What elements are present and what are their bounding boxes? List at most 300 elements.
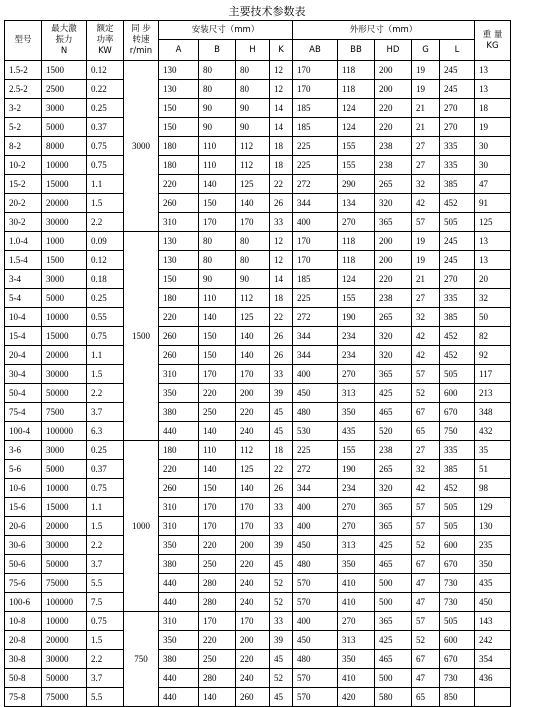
sync-speed-cell: 3000 [124, 61, 159, 232]
table-cell: 220 [236, 650, 270, 669]
table-cell: 45 [270, 688, 293, 707]
table-cell: 180 [159, 441, 199, 460]
table-cell: 20-8 [5, 631, 42, 650]
table-cell: 5-2 [5, 118, 42, 137]
table-cell: 12 [270, 61, 293, 80]
table-cell: 21 [412, 270, 440, 289]
table-cell: 140 [236, 327, 270, 346]
header-speed-line-2: 转速 [132, 35, 150, 45]
table-cell: 110 [199, 441, 236, 460]
table-cell: 27 [412, 156, 440, 175]
table-cell: 80 [236, 61, 270, 80]
table-cell: 505 [440, 213, 475, 232]
table-cell: 452 [440, 479, 475, 498]
table-cell: 1.1 [87, 498, 124, 517]
sync-speed-cell: 750 [124, 612, 159, 707]
table-cell: 0.55 [87, 308, 124, 327]
table-cell: 65 [412, 422, 440, 441]
table-cell: 90 [199, 118, 236, 137]
table-cell: 185 [293, 270, 338, 289]
header-speed-line-1: 同 步 [131, 24, 151, 34]
table-cell: 26 [270, 194, 293, 213]
table-cell: 220 [236, 555, 270, 574]
table-cell: 6.3 [87, 422, 124, 441]
table-cell: 33 [270, 612, 293, 631]
table-cell: 100000 [42, 593, 87, 612]
table-cell: 400 [293, 612, 338, 631]
table-cell: 57 [412, 213, 440, 232]
table-cell: 0.75 [87, 137, 124, 156]
table-cell: 112 [236, 441, 270, 460]
table-cell: 350 [159, 384, 199, 403]
table-cell: 400 [293, 498, 338, 517]
table-cell: 118 [338, 61, 375, 80]
table-cell: 30000 [42, 213, 87, 232]
table-cell: 265 [375, 175, 412, 194]
table-cell: 170 [199, 517, 236, 536]
header-col-hd: HD [375, 40, 412, 61]
table-cell: 380 [159, 650, 199, 669]
table-cell: 140 [199, 688, 236, 707]
table-cell: 270 [338, 365, 375, 384]
table-cell: 260 [236, 688, 270, 707]
table-cell: 45 [270, 422, 293, 441]
table-body [5, 21, 511, 707]
table-row [5, 574, 511, 593]
header-col-h: H [236, 40, 270, 61]
table-cell: 52 [270, 574, 293, 593]
table-cell: 12 [270, 80, 293, 99]
table-cell: 240 [236, 574, 270, 593]
table-cell: 2.5-2 [5, 80, 42, 99]
table-cell: 0.75 [87, 156, 124, 175]
table-cell: 155 [338, 289, 375, 308]
table-cell: 112 [236, 289, 270, 308]
table-cell: 1.5-2 [5, 61, 42, 80]
table-row [5, 308, 511, 327]
table-cell: 335 [440, 137, 475, 156]
table-cell: 3-4 [5, 270, 42, 289]
table-row [5, 251, 511, 270]
table-row [5, 232, 511, 251]
table-cell: 39 [270, 536, 293, 555]
table-cell: 124 [338, 270, 375, 289]
header-model: 型号 [5, 21, 42, 61]
table-cell: 32 [475, 289, 511, 308]
table-cell: 1500 [42, 61, 87, 80]
table-cell: 365 [375, 498, 412, 517]
table-cell: 180 [159, 137, 199, 156]
table-cell: 15000 [42, 175, 87, 194]
table-cell: 52 [412, 536, 440, 555]
table-cell: 15-6 [5, 498, 42, 517]
table-cell: 1000 [42, 232, 87, 251]
table-cell: 80 [199, 251, 236, 270]
table-cell: 50-8 [5, 669, 42, 688]
table-cell: 20000 [42, 346, 87, 365]
table-cell: 18 [270, 441, 293, 460]
table-cell: 425 [375, 631, 412, 650]
header-force-line-2: 振力 [55, 35, 73, 45]
table-cell: 26 [270, 327, 293, 346]
table-cell: 80 [236, 251, 270, 270]
table-cell: 200 [236, 384, 270, 403]
table-cell: 15-4 [5, 327, 42, 346]
table-cell: 180 [159, 156, 199, 175]
table-cell: 730 [440, 669, 475, 688]
table-cell: 10-8 [5, 612, 42, 631]
table-cell: 30-4 [5, 365, 42, 384]
table-cell: 432 [475, 422, 511, 441]
table-cell: 26 [270, 346, 293, 365]
table-row [5, 593, 511, 612]
spec-table [4, 20, 511, 707]
table-cell: 1.1 [87, 346, 124, 365]
table-cell: 570 [293, 688, 338, 707]
table-row [5, 156, 511, 175]
table-cell [475, 688, 511, 707]
table-cell: 436 [475, 669, 511, 688]
table-cell: 67 [412, 650, 440, 669]
table-cell: 310 [159, 517, 199, 536]
table-cell: 440 [159, 574, 199, 593]
header-power [87, 21, 124, 61]
table-cell: 234 [338, 479, 375, 498]
table-cell: 5000 [42, 460, 87, 479]
table-cell: 270 [338, 612, 375, 631]
table-cell: 350 [475, 555, 511, 574]
table-cell: 13 [475, 251, 511, 270]
table-cell: 380 [159, 403, 199, 422]
table-cell: 365 [375, 517, 412, 536]
table-cell: 1.0-4 [5, 232, 42, 251]
table-cell: 80 [199, 232, 236, 251]
table-title: 主要技术参数表 [228, 5, 306, 18]
table-cell: 3000 [42, 99, 87, 118]
table-cell: 118 [338, 232, 375, 251]
table-cell: 272 [293, 175, 338, 194]
table-cell: 450 [293, 384, 338, 403]
table-row [5, 175, 511, 194]
table-cell: 2500 [42, 80, 87, 99]
table-cell: 240 [236, 422, 270, 441]
table-cell: 320 [375, 346, 412, 365]
table-cell: 505 [440, 517, 475, 536]
table-cell: 0.09 [87, 232, 124, 251]
table-cell: 20-4 [5, 346, 42, 365]
table-cell: 170 [236, 612, 270, 631]
table-cell: 225 [293, 137, 338, 156]
table-cell: 310 [159, 365, 199, 384]
table-cell: 52 [270, 593, 293, 612]
table-cell: 440 [159, 593, 199, 612]
table-row [5, 555, 511, 574]
table-cell: 45 [270, 650, 293, 669]
table-cell: 365 [375, 213, 412, 232]
table-cell: 0.25 [87, 289, 124, 308]
table-cell: 125 [236, 460, 270, 479]
table-cell: 47 [412, 593, 440, 612]
table-cell: 32 [412, 175, 440, 194]
table-cell: 75-8 [5, 688, 42, 707]
table-cell: 20-6 [5, 517, 42, 536]
table-cell: 240 [236, 669, 270, 688]
table-cell: 313 [338, 631, 375, 650]
table-row [5, 194, 511, 213]
table-cell: 1.5 [87, 365, 124, 384]
table-cell: 170 [199, 213, 236, 232]
table-cell: 400 [293, 365, 338, 384]
table-cell: 8000 [42, 137, 87, 156]
table-cell: 18 [475, 99, 511, 118]
table-cell: 225 [293, 289, 338, 308]
table-cell: 270 [338, 213, 375, 232]
table-cell: 50 [475, 308, 511, 327]
table-cell: 140 [199, 460, 236, 479]
table-cell: 260 [159, 346, 199, 365]
table-cell: 600 [440, 631, 475, 650]
table-cell: 270 [440, 270, 475, 289]
table-cell: 3.7 [87, 669, 124, 688]
table-cell: 3000 [42, 270, 87, 289]
table-cell: 18 [270, 156, 293, 175]
table-cell: 50-4 [5, 384, 42, 403]
table-cell: 320 [375, 479, 412, 498]
table-cell: 45 [270, 403, 293, 422]
table-cell: 0.75 [87, 327, 124, 346]
table-cell: 130 [159, 80, 199, 99]
table-cell: 265 [375, 460, 412, 479]
table-cell: 5000 [42, 289, 87, 308]
table-cell: 1.5-4 [5, 251, 42, 270]
table-row [5, 80, 511, 99]
table-cell: 220 [199, 536, 236, 555]
table-cell: 67 [412, 555, 440, 574]
table-cell: 170 [199, 612, 236, 631]
table-cell: 2.2 [87, 384, 124, 403]
table-cell: 22 [270, 308, 293, 327]
table-cell: 270 [440, 118, 475, 137]
table-cell: 344 [293, 194, 338, 213]
table-cell: 5-6 [5, 460, 42, 479]
table-cell: 22 [270, 175, 293, 194]
table-cell: 10-6 [5, 479, 42, 498]
table-cell: 270 [338, 517, 375, 536]
table-cell: 125 [236, 308, 270, 327]
table-row [5, 631, 511, 650]
table-cell: 365 [375, 365, 412, 384]
table-cell: 220 [375, 118, 412, 137]
table-cell: 110 [199, 137, 236, 156]
table-cell: 0.22 [87, 80, 124, 99]
table-cell: 18 [270, 289, 293, 308]
table-cell: 112 [236, 156, 270, 175]
table-cell: 57 [412, 517, 440, 536]
table-cell: 170 [236, 498, 270, 517]
table-cell: 670 [440, 555, 475, 574]
table-cell: 3-2 [5, 99, 42, 118]
table-cell: 170 [293, 61, 338, 80]
table-cell: 234 [338, 327, 375, 346]
header-col-bb: BB [338, 40, 375, 61]
table-cell: 30-6 [5, 536, 42, 555]
header-col-b: B [199, 40, 236, 61]
table-cell: 240 [236, 593, 270, 612]
table-cell: 670 [440, 403, 475, 422]
header-col-l: L [440, 40, 475, 61]
table-cell: 10000 [42, 612, 87, 631]
table-cell: 118 [338, 251, 375, 270]
table-cell: 250 [199, 555, 236, 574]
table-row [5, 460, 511, 479]
table-cell: 0.37 [87, 460, 124, 479]
table-cell: 0.75 [87, 479, 124, 498]
table-cell: 245 [440, 232, 475, 251]
table-cell: 200 [236, 631, 270, 650]
table-cell: 220 [159, 460, 199, 479]
header-col-g: G [412, 40, 440, 61]
table-cell: 0.75 [87, 612, 124, 631]
table-row [5, 479, 511, 498]
table-cell: 520 [375, 422, 412, 441]
table-cell: 14 [270, 99, 293, 118]
table-cell: 125 [236, 175, 270, 194]
header-install-dimensions: 安装尺寸（mm） [159, 21, 293, 40]
table-cell: 112 [236, 137, 270, 156]
table-cell: 213 [475, 384, 511, 403]
table-cell: 245 [440, 80, 475, 99]
table-cell: 185 [293, 118, 338, 137]
table-cell: 350 [338, 555, 375, 574]
table-cell: 27 [412, 441, 440, 460]
table-cell: 200 [375, 61, 412, 80]
table-cell: 280 [199, 593, 236, 612]
table-cell: 350 [159, 631, 199, 650]
table-cell: 13 [475, 232, 511, 251]
table-cell: 530 [293, 422, 338, 441]
table-cell: 2.2 [87, 650, 124, 669]
table-cell: 350 [338, 403, 375, 422]
table-cell: 344 [293, 327, 338, 346]
table-cell: 92 [475, 346, 511, 365]
table-cell: 90 [236, 270, 270, 289]
table-cell: 39 [270, 631, 293, 650]
table-cell: 235 [475, 536, 511, 555]
table-cell: 75-6 [5, 574, 42, 593]
table-row [5, 137, 511, 156]
table-cell: 50000 [42, 384, 87, 403]
table-cell: 670 [440, 650, 475, 669]
table-cell: 80 [236, 80, 270, 99]
table-cell: 420 [338, 688, 375, 707]
table-row [5, 99, 511, 118]
table-cell: 200 [375, 251, 412, 270]
table-cell: 400 [293, 517, 338, 536]
table-cell: 130 [159, 61, 199, 80]
header-weight-unit: KG [486, 40, 499, 51]
table-cell: 140 [236, 346, 270, 365]
table-cell: 12 [270, 232, 293, 251]
table-cell: 265 [375, 308, 412, 327]
table-cell: 3.7 [87, 403, 124, 422]
table-cell: 19 [412, 251, 440, 270]
table-cell: 2.2 [87, 213, 124, 232]
table-cell: 310 [159, 213, 199, 232]
table-cell: 7500 [42, 403, 87, 422]
table-cell: 30 [475, 156, 511, 175]
table-cell: 570 [293, 669, 338, 688]
table-cell: 129 [475, 498, 511, 517]
table-cell: 452 [440, 346, 475, 365]
table-cell: 19 [412, 232, 440, 251]
table-cell: 33 [270, 365, 293, 384]
table-cell: 140 [199, 422, 236, 441]
table-cell: 150 [159, 99, 199, 118]
table-cell: 125 [475, 213, 511, 232]
table-cell: 47 [412, 574, 440, 593]
table-cell: 33 [270, 517, 293, 536]
table-cell: 42 [412, 346, 440, 365]
table-cell: 425 [375, 384, 412, 403]
sync-speed-cell: 1500 [124, 232, 159, 441]
header-speed [124, 21, 159, 61]
table-cell: 1.5 [87, 631, 124, 650]
table-row [5, 213, 511, 232]
table-cell: 170 [293, 232, 338, 251]
table-cell: 505 [440, 365, 475, 384]
table-row [5, 517, 511, 536]
table-cell: 600 [440, 536, 475, 555]
table-cell: 220 [159, 175, 199, 194]
table-cell: 117 [475, 365, 511, 384]
table-cell: 150 [159, 118, 199, 137]
table-cell: 32 [412, 308, 440, 327]
table-cell: 250 [199, 403, 236, 422]
table-cell: 220 [375, 99, 412, 118]
table-cell: 465 [375, 555, 412, 574]
table-cell: 170 [236, 213, 270, 232]
table-cell: 0.25 [87, 99, 124, 118]
table-cell: 14 [270, 118, 293, 137]
table-cell: 110 [199, 156, 236, 175]
table-cell: 52 [270, 669, 293, 688]
header-force [42, 21, 87, 61]
header-col-k: K [270, 40, 293, 61]
table-cell: 140 [236, 194, 270, 213]
table-row [5, 422, 511, 441]
table-cell: 155 [338, 441, 375, 460]
table-cell: 245 [440, 251, 475, 270]
table-cell: 850 [440, 688, 475, 707]
table-row [5, 612, 511, 631]
table-cell: 260 [159, 479, 199, 498]
table-cell: 27 [412, 289, 440, 308]
table-cell: 19 [412, 61, 440, 80]
table-cell: 8-2 [5, 137, 42, 156]
header-power-line-1: 额定 [96, 24, 114, 34]
table-cell: 234 [338, 346, 375, 365]
table-cell: 480 [293, 403, 338, 422]
table-cell: 90 [199, 99, 236, 118]
table-cell: 320 [375, 327, 412, 346]
table-cell: 350 [159, 536, 199, 555]
table-cell: 200 [375, 80, 412, 99]
table-cell: 20-2 [5, 194, 42, 213]
table-cell: 5.5 [87, 574, 124, 593]
table-cell: 80 [236, 232, 270, 251]
table-cell: 250 [199, 650, 236, 669]
table-cell: 225 [293, 441, 338, 460]
